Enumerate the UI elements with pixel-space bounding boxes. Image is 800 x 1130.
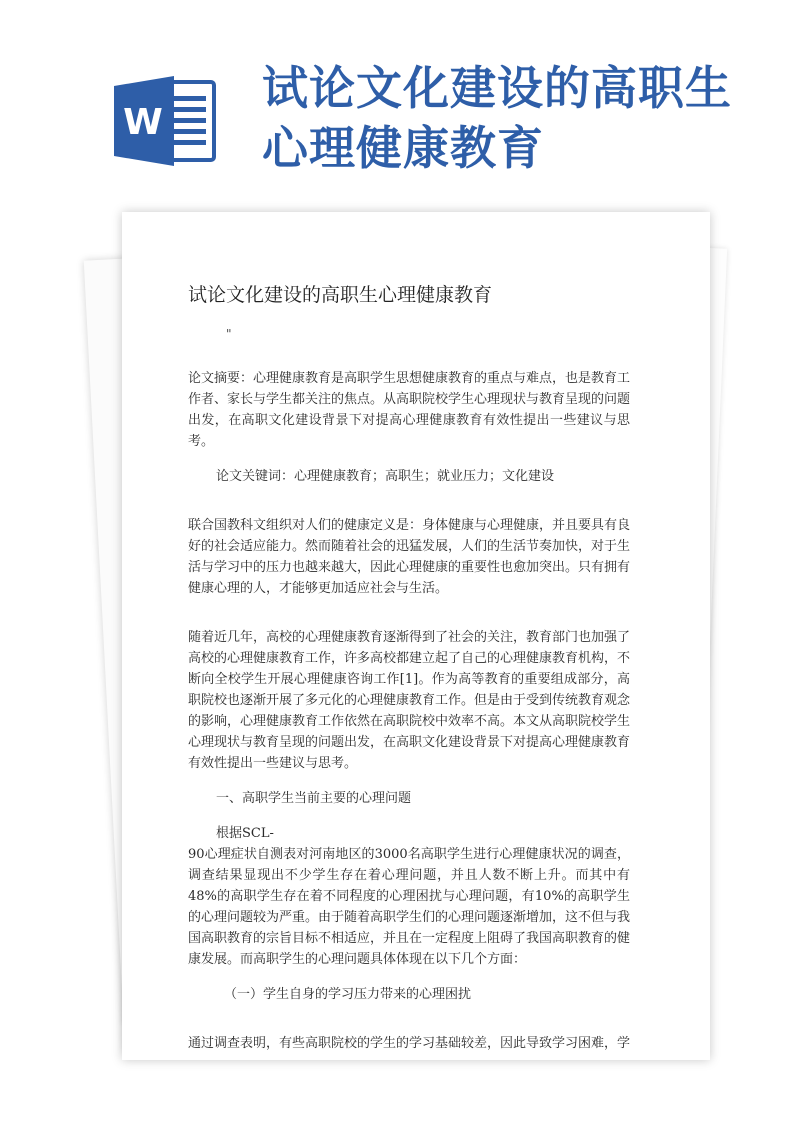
abstract: 论文摘要：心理健康教育是高职学生思想健康教育的重点与难点，也是教育工作者、家长与学生都关注的焦点。从高职院校学生心理现状与教育呈现的问题出发，在高职文化建设背景下对提高心理健康教育有效性提出一些建议与思考。 [188,371,631,449]
paragraph-2: 随着近几年，高校的心理健康教育逐渐得到了社会的关注，教育部门也加强了高校的心理健康教育工作，许多高校都建立起了自己的心理健康教育机构，不断向全校学生开展心理健康咨询工作[1]。作为高等教育的重要组成部分，高职院校也逐渐开展了多元化的心理健康教育工作。但是由于受到传统教育观念的影响，心理健康教育工作依然在高职院校中效率不高。本文从高职院校学生心理现状与教育呈现的问题出发，在高职文化建设背景下对提高心理健康教育有效性提出一些建议与思考。 [188,630,631,771]
banner-title-line1: 试论文化建设的高职生 [262,61,732,115]
document-title: 试论文化建设的高职生心理健康教育 [188,284,493,306]
paragraph-1: 联合国教科文组织对人们的健康定义是：身体健康与心理健康，并且要具有良好的社会适应能力。然而随着社会的迅猛发展，人们的生活节奏加快，对于生活与学习中的压力也越来越大，因此心理健康的重要性也愈加突出。只有拥有健康心理的人，才能够更加适应社会与生活。 [188,518,631,596]
subsection-heading-1: （一）学生自身的学习压力带来的心理困扰 [224,987,472,1002]
banner-title-line2: 心理健康教育 [262,121,544,175]
paragraph-3: 90心理症状自测表对河南地区的3000名高职学生进行心理健康状况的调查，调查结果显现出不少学生存在着心理问题，并且人数不断上升。而其中有48%的高职学生存在着不同程度的心理困扰与心理问题，有10%的高职学生的心理问题较为严重。由于随着高职学生们的心理问题逐渐增加，这不但与我国高职教育的宗旨目标不相适应，并且在一定程度上阻碍了我国高职教育的健康发展。而高职学生的心理问题具体体现在以下几个方面： [188,847,631,967]
top-banner [0,0,800,200]
quote-mark: " [226,327,232,341]
section-heading-1: 一、高职学生当前主要的心理问题 [216,791,412,806]
word-document-icon [112,68,216,172]
banner-title [262,58,782,178]
paragraph-3-lead: 根据SCL- [216,826,274,841]
document-page [122,212,710,1060]
keywords: 论文关键词：心理健康教育；高职生；就业压力；文化建设 [216,469,555,484]
paragraph-4: 通过调查表明，有些高职院校的学生的学习基础较差，因此导致学习困难，学 [188,1036,631,1051]
svg-text:W: W [123,102,163,143]
document-body [188,282,630,1054]
